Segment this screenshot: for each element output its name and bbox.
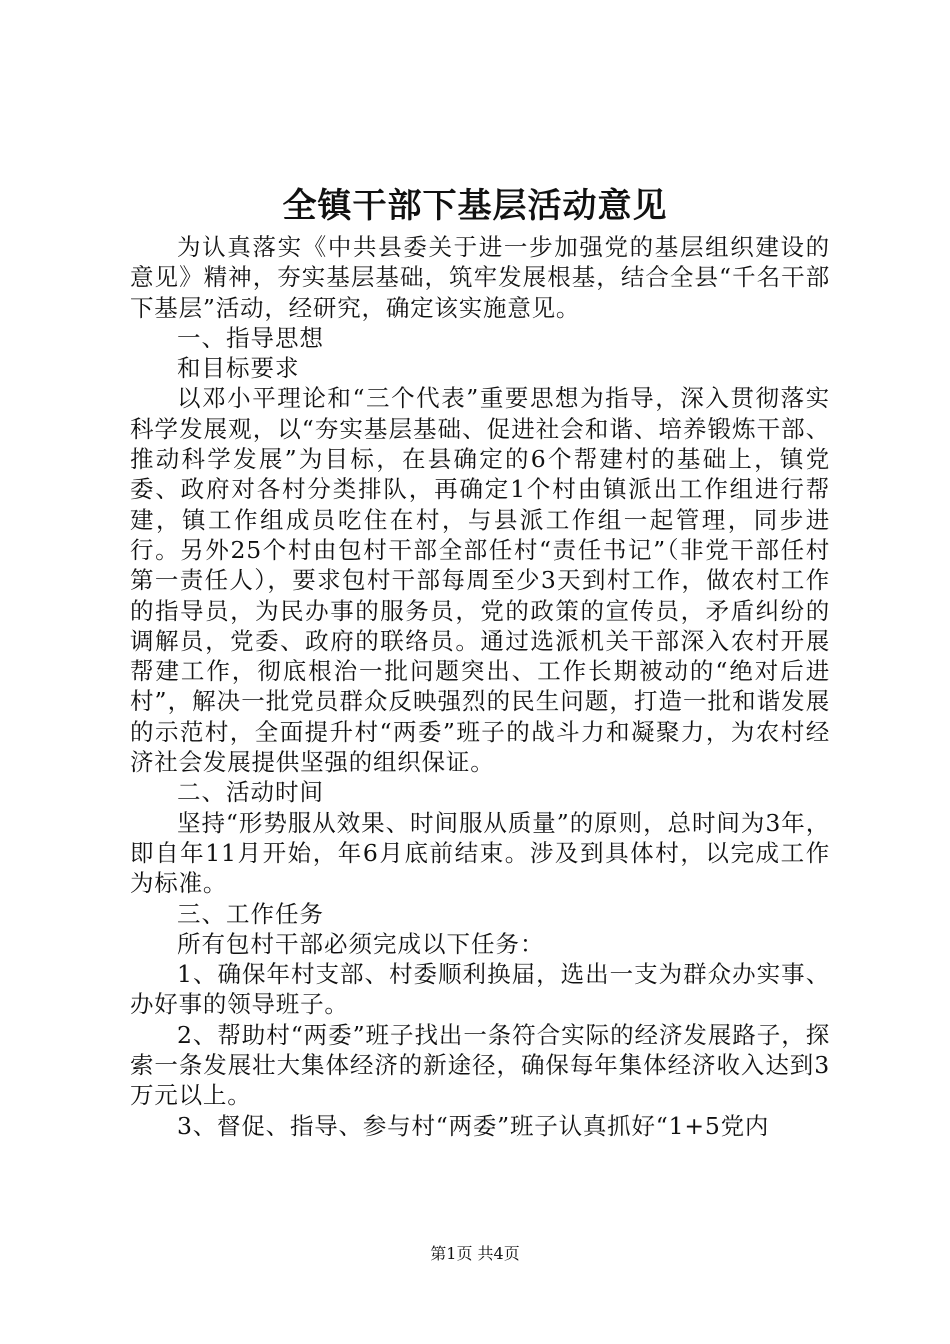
page-footer: 第1页 共4页 bbox=[430, 1244, 520, 1263]
task-item-1: 1、确保年村支部、村委顺利换届，选出一支为群众办实事、办好事的领导班子。 bbox=[130, 960, 830, 1019]
document-title: 全镇干部下基层活动意见 bbox=[282, 186, 668, 226]
section2-heading: 二、活动时间 bbox=[177, 778, 324, 807]
document-body bbox=[130, 232, 830, 1141]
task-item-3: 3、督促、指导、参与村“两委”班子认真抓好“1+5党内 bbox=[177, 1111, 770, 1140]
task-item-2: 2、帮助村“两委”班子找出一条符合实际的经济发展路子，探索一条发展壮大集体经济的新途径，确保每年集体经济收入达到3万元以上。 bbox=[130, 1020, 830, 1110]
section1-heading-line2: 和目标要求 bbox=[177, 354, 300, 383]
section2-paragraph: 坚持“形势服从效果、时间服从质量”的原则，总时间为3年，即自年11月开始，年6月底前结束。涉及到具体村，以完成工作为标准。 bbox=[130, 808, 830, 898]
intro-paragraph: 为认真落实《中共县委关于进一步加强党的基层组织建设的意见》精神，夯实基层基础，筑牢发展根基，结合全县“千名干部下基层”活动，经研究，确定该实施意见。 bbox=[130, 233, 830, 322]
section3-heading: 三、工作任务 bbox=[177, 899, 324, 928]
section3-intro: 所有包村干部必须完成以下任务： bbox=[177, 929, 545, 958]
section1-paragraph: 以邓小平理论和“三个代表”重要思想为指导，深入贯彻落实科学发展观，以“夯实基层基础、促进社会和谐、培养锻炼干部、推动科学发展”为目标，在县确定的6个帮建村的基础上，镇党委、政府对各村分类排队，再确定1个村由镇派出工作组进行帮建，镇工作组成员吃住在村，与县派工作组一起管理，同步进行。另外25个村由包村干部全部任村“责任书记”（非党干部任村第一责任人），要求包村干部每周至少3天到村工作，做农村工作的指导员，为民办事的服务员，党的政策的宣传员，矛盾纠纷的调解员，党委、政府的联络员。通过选派机关干部深入农村开展帮建工作，彻底根治一批问题突出、工作长期被动的“绝对后进村”，解决一批党员群众反映强烈的民生问题，打造一批和谐发展的示范村，全面提升村“两委”班子的战斗力和凝聚力，为农村经济社会发展提供坚强的组织保证。 bbox=[130, 384, 830, 777]
section1-heading-line1: 一、指导思想 bbox=[177, 323, 324, 352]
